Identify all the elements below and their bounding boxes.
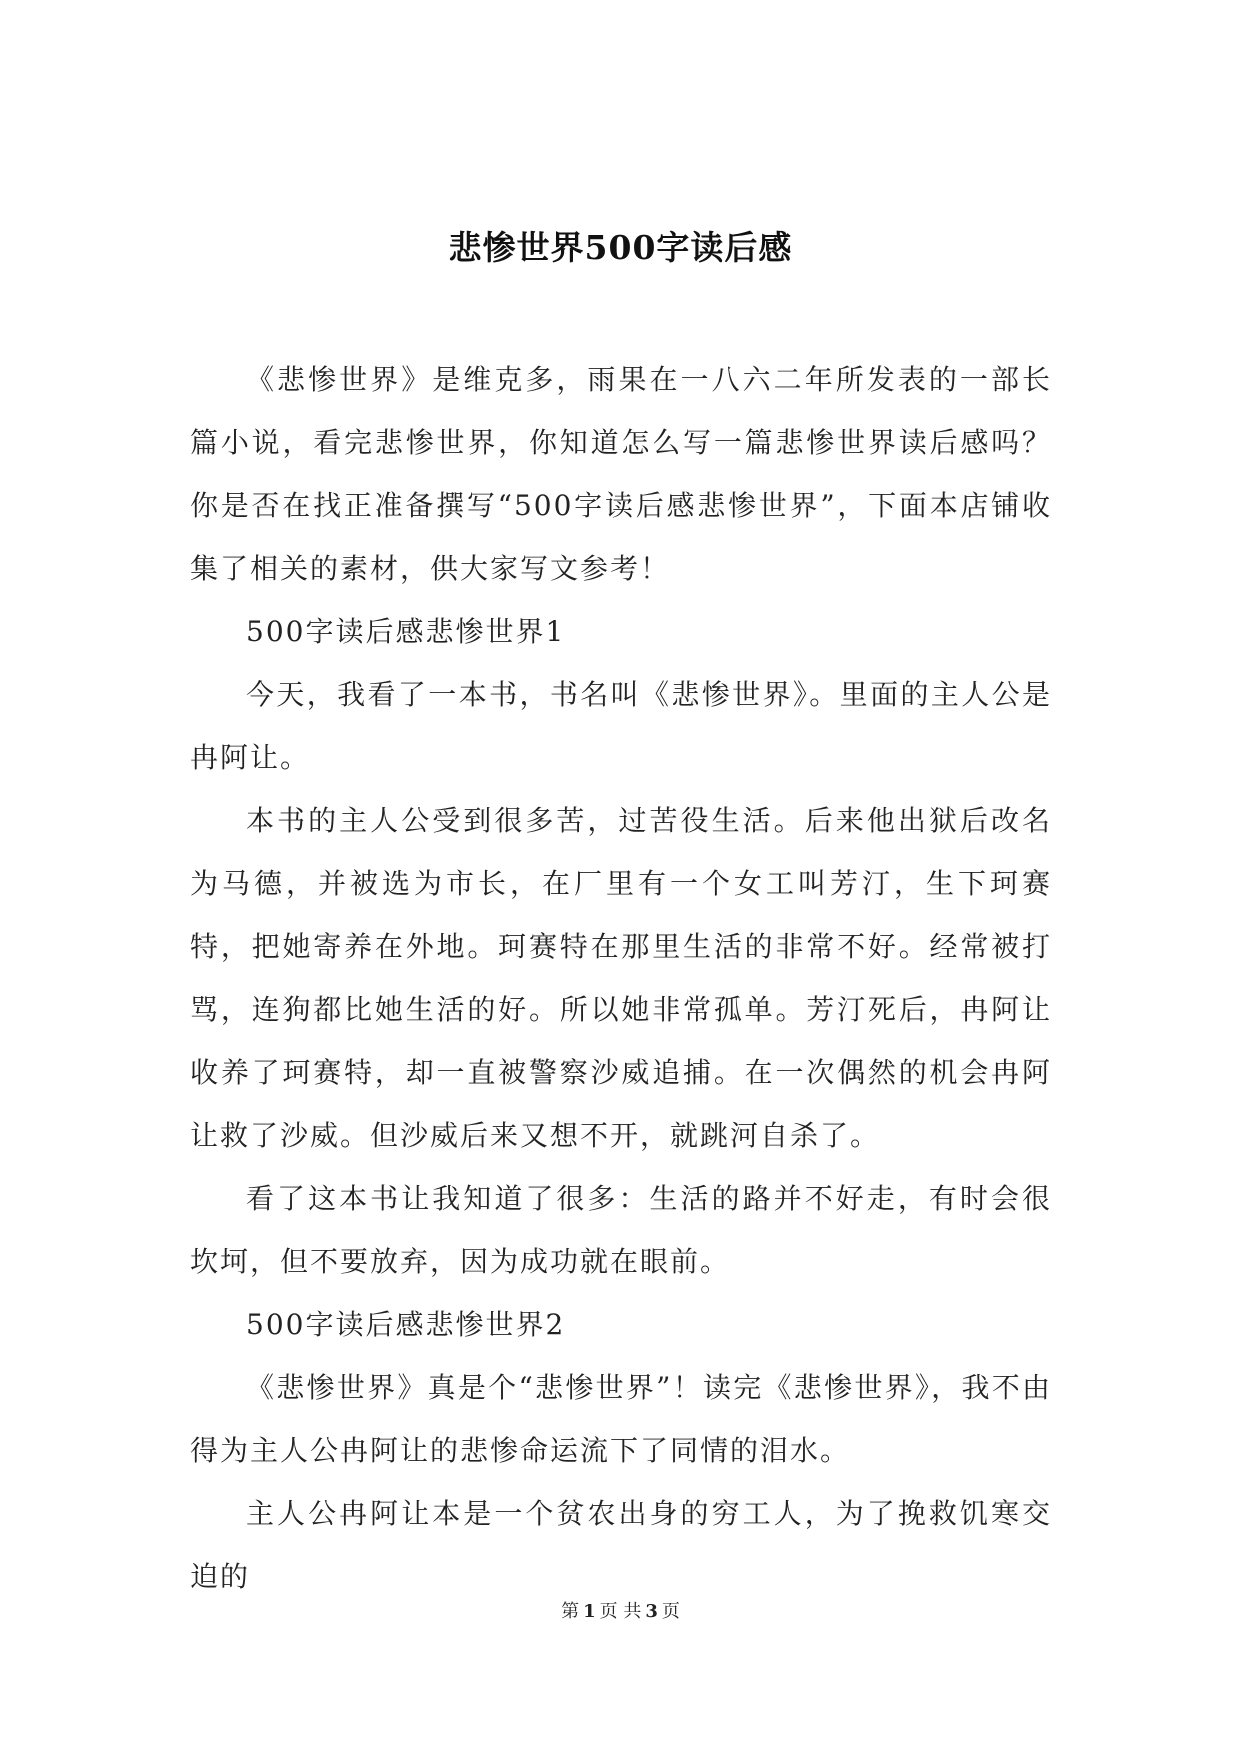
paragraph-intro: 《悲惨世界》是维克多，雨果在一八六二年所发表的一部长篇小说，看完悲惨世界，你知道怎么写一篇悲惨世界读后感吗？你是否在找正准备撰写“500字读后感悲惨世界”，下面本店铺收集了相关的素材，供大家写文参考！ <box>190 363 1052 585</box>
section-heading-2: 500字读后感悲惨世界2 <box>246 1308 566 1341</box>
paragraph: 今天，我看了一本书，书名叫《悲惨世界》。里面的主人公是冉阿让。 <box>190 678 1052 774</box>
footer-middle: 页 共 <box>599 1601 642 1622</box>
paragraph: 看了这本书让我知道了很多：生活的路并不好走，有时会很坎坷，但不要放弃，因为成功就在眼前。 <box>190 1182 1052 1278</box>
paragraph: 主人公冉阿让本是一个贫农出身的穷工人，为了挽救饥寒交迫的 <box>190 1497 1052 1593</box>
footer-suffix: 页 <box>661 1601 680 1622</box>
footer-prefix: 第 <box>561 1601 580 1622</box>
footer-total-pages: 3 <box>645 1601 658 1622</box>
paragraph: 《悲惨世界》真是个“悲惨世界”！读完《悲惨世界》，我不由得为主人公冉阿让的悲惨命运流下了同情的泪水。 <box>190 1371 1052 1467</box>
page-footer <box>0 1597 1241 1623</box>
footer-current-page: 1 <box>583 1601 596 1622</box>
paragraph: 本书的主人公受到很多苦，过苦役生活。后来他出狱后改名为马德，并被选为市长，在厂里有一个女工叫芳汀，生下珂赛特，把她寄养在外地。珂赛特在那里生活的非常不好。经常被打骂，连狗都比她生活的好。所以她非常孤单。芳汀死后，冉阿让收养了珂赛特，却一直被警察沙威追捕。在一次偶然的机会冉阿让救了沙威。但沙威后来又想不开，就跳河自杀了。 <box>190 804 1052 1152</box>
document-body <box>190 348 1052 1608</box>
document-title: 悲惨世界500字读后感 <box>448 228 793 267</box>
section-heading-1: 500字读后感悲惨世界1 <box>246 615 566 648</box>
